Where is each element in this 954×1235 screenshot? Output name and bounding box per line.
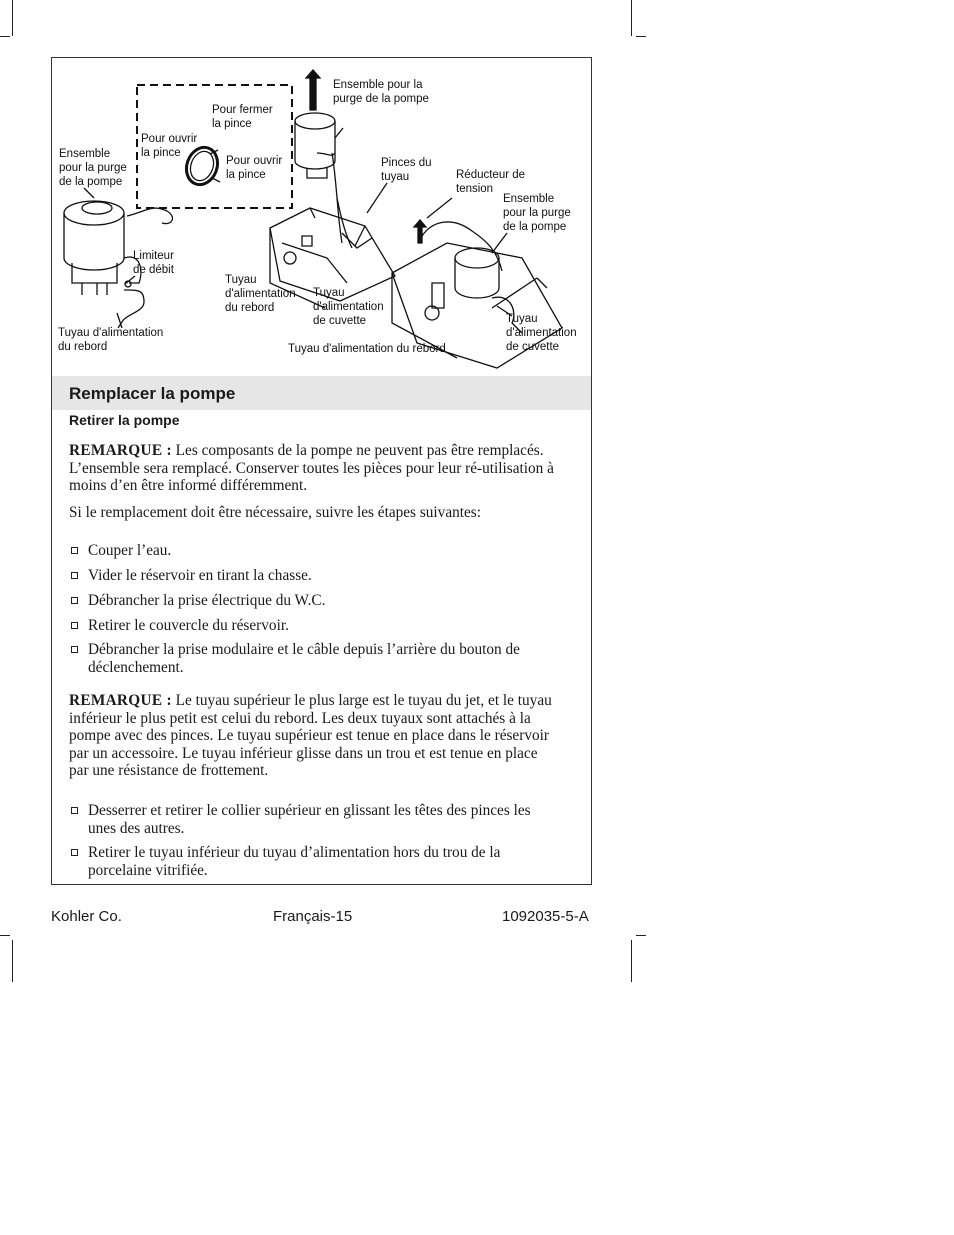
crop-mark	[631, 940, 632, 982]
section-title: Remplacer la pompe	[69, 384, 236, 403]
list-item	[69, 802, 559, 837]
label-bowl-tube: Tuyau d'alimentation de cuvette	[313, 287, 384, 327]
label-open-clamp: Pour ouvrir la pince	[141, 133, 198, 159]
label-rim-tube: Tuyau d'alimentation du rebord	[58, 327, 164, 353]
list-item	[69, 592, 559, 610]
label-flow-limiter: Limiteur de débit	[133, 250, 174, 276]
note-paragraph	[69, 692, 559, 780]
section-header-bar	[52, 376, 591, 410]
footer-doc-number: 1092035-5-A	[502, 908, 589, 925]
checkbox-icon	[71, 622, 78, 629]
checkbox-icon	[71, 597, 78, 604]
checkbox-icon	[71, 547, 78, 554]
list-item	[69, 844, 559, 879]
footer-page-number: Français-15	[273, 908, 353, 925]
crop-mark	[0, 935, 10, 936]
note-paragraph	[69, 442, 559, 495]
content-frame	[51, 57, 592, 885]
list-item	[69, 542, 559, 560]
crop-mark	[12, 940, 13, 982]
label-bowl-tube: Tuyau d'alimentation de cuvette	[506, 313, 577, 353]
crop-mark	[12, 0, 13, 36]
crop-mark	[636, 935, 646, 936]
label-tension-reducer: Réducteur de tension	[456, 169, 526, 195]
step-text: Desserrer et retirer le collier supérieur en glissant les têtes des pinces les unes des autres.	[88, 802, 531, 837]
step-text: Vider le réservoir en tirant la chasse.	[88, 567, 312, 584]
step-text: Débrancher la prise électrique du W.C.	[88, 592, 326, 609]
subsection-title: Retirer la pompe	[69, 412, 180, 428]
step-text: Débrancher la prise modulaire et le câble depuis l’arrière du bouton de déclenchement.	[88, 641, 520, 676]
checkbox-icon	[71, 572, 78, 579]
intro-paragraph: Si le remplacement doit être nécessaire, suivre les étapes suivantes:	[69, 504, 482, 521]
list-item	[69, 617, 559, 635]
label-open-clamp: Pour ouvrir la pince	[226, 155, 283, 181]
checkbox-icon	[71, 849, 78, 856]
label-pump-assembly-top: Ensemble pour la purge de la pompe	[333, 79, 429, 105]
label-pump-assembly-right: Ensemble pour la purge de la pompe	[503, 193, 571, 233]
step-text: Retirer le couvercle du réservoir.	[88, 617, 289, 634]
label-pump-assembly-left: Ensemble pour la purge de la pompe	[59, 148, 127, 188]
note-label: REMARQUE :	[69, 692, 172, 709]
list-item	[69, 567, 559, 585]
step-text: Couper l’eau.	[88, 542, 172, 559]
pump-diagram	[52, 58, 593, 378]
crop-mark	[0, 36, 10, 37]
label-rim-tube: Tuyau d'alimentation du rebord	[288, 343, 446, 355]
crop-mark	[636, 36, 646, 37]
crop-mark	[631, 0, 632, 36]
label-rim-tube: Tuyau d'alimentation du rebord	[225, 274, 296, 314]
step-text: Retirer le tuyau inférieur du tuyau d’alimentation hors du trou de la porcelaine vitrifiée.	[88, 844, 501, 879]
checkbox-icon	[71, 807, 78, 814]
label-close-clamp: Pour fermer la pince	[212, 104, 273, 130]
note-text: Les composants de la pompe ne peuvent pas être remplacés. L’ensemble sera remplacé. Conserver toutes les pièces pour leur ré-utilisation à moins d’en être informé différemment.	[69, 442, 554, 494]
footer-company: Kohler Co.	[51, 908, 122, 925]
checkbox-icon	[71, 646, 78, 653]
note-label: REMARQUE :	[69, 442, 172, 459]
label-hose-clamps: Pinces du tuyau	[381, 157, 432, 183]
note-text: Le tuyau supérieur le plus large est le tuyau du jet, et le tuyau inférieur le plus petit est celui du rebord. Les deux tuyaux sont attachés à la pompe avec des pinces. Le tuyau supérieur est tenue en place dans le réservoir par un accessoire. Le tuyau inférieur glisse dans un trou et est tenue en place par une résistance de frottement.	[69, 692, 552, 779]
list-item	[69, 641, 559, 676]
